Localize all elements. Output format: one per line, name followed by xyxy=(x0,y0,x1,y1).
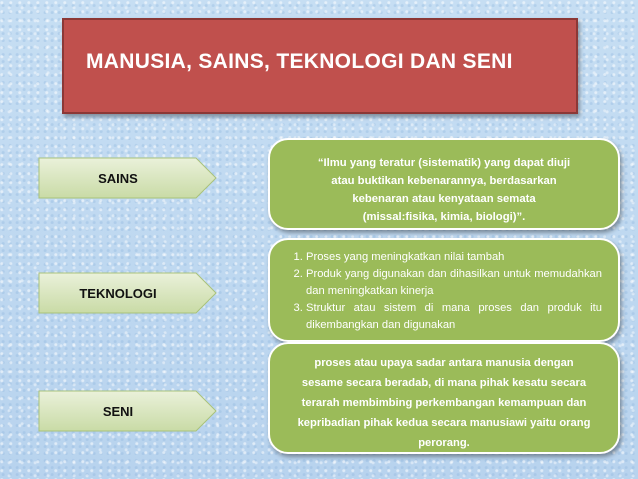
teknologi-list-item: 3. Struktur atau sistem di mana proses dan produk itu dikembangkan dan digunakan xyxy=(306,300,602,334)
seni-definition-line: perorang. xyxy=(418,437,470,449)
seni-definition-line: proses atau upaya sadar antara manusia dengan xyxy=(314,357,574,369)
sains-definition-line: atau buktikan kebenarannya, berdasarkan xyxy=(331,175,557,187)
teknologi-definition-list xyxy=(284,249,602,334)
seni-definition-box xyxy=(268,342,620,454)
teknologi-label: TEKNOLOGI xyxy=(79,285,157,301)
sains-definition-box xyxy=(268,138,620,230)
seni-label: SENI xyxy=(102,403,134,419)
sains-label: SAINS xyxy=(98,170,138,186)
seni-definition-line: kepribadian pihak kedua secara manusiawi yaitu orang xyxy=(297,417,591,429)
teknologi-list-item: 2. Produk yang digunakan dan dihasilkan untuk memudahkan dan meningkatkan kinerja xyxy=(306,266,602,300)
teknologi-definition-box xyxy=(268,238,620,342)
seni-definition-line: sesame secara beradab, di mana pihak kesatu secara xyxy=(301,377,587,389)
page-title: MANUSIA, SAINS, TEKNOLOGI DAN SENI xyxy=(86,50,513,73)
sains-arrow-label xyxy=(38,157,220,199)
seni-definition-line: terarah membimbing perkembangan kemampuan dan xyxy=(301,397,587,409)
sains-definition-line: kebenaran atau kenyataan semata xyxy=(352,193,536,205)
sains-definition-line: (missal:fisika, kimia, biologi)”. xyxy=(362,211,526,223)
title-banner xyxy=(62,18,578,114)
seni-arrow-label xyxy=(38,390,220,432)
sains-definition-line: “Ilmu yang teratur (sistematik) yang dapat diuji xyxy=(317,157,571,169)
teknologi-list-item: 1. Proses yang meningkatkan nilai tambah xyxy=(306,249,602,266)
teknologi-arrow-label xyxy=(38,272,220,314)
